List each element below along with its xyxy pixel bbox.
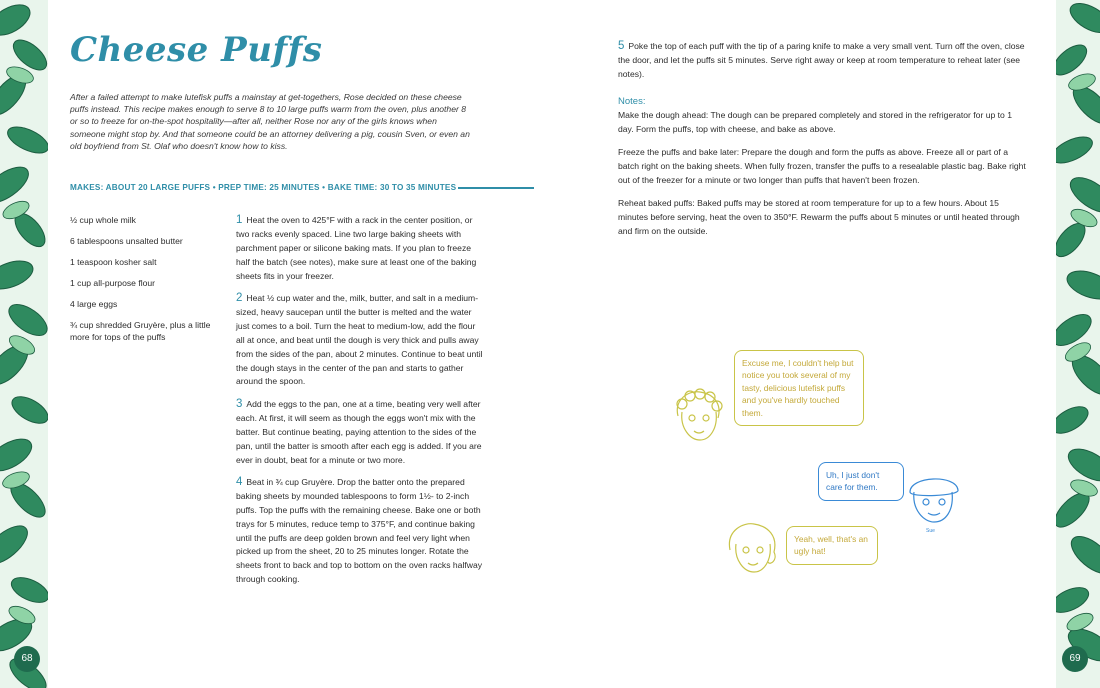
method-step: [618, 40, 1026, 82]
ingredient-item: 1 cup all-purpose flour: [70, 278, 156, 288]
page-number-left: 68: [14, 646, 40, 672]
method-step: [236, 214, 486, 284]
right-page-text: [618, 40, 1026, 248]
recipe-title: Cheese Puffs: [70, 30, 323, 70]
speech-bubble-retort: Yeah, well, that's an ugly hat!: [786, 526, 878, 565]
ingredient-item: ½ cup whole milk: [70, 215, 136, 225]
hat-face-illustration: [904, 470, 964, 526]
notes-heading: Notes:: [618, 95, 646, 107]
step-text: Poke the top of each puff with the tip of a paring knife to make a very small vent. Turn off the oven, close the door, and let the puffs sit 5 minutes. Serve right away or keep at room temperature to reheat later (see notes).: [618, 41, 1025, 79]
speech-bubble-response: Uh, I just don't care for them.: [818, 462, 904, 501]
step-text: Beat in ¾ cup Gruyère. Drop the batter onto the prepared baking sheets by mounded tablespoons to form 1½- to 2-inch puffs. Top the puffs with the remaining cheese. Bake one or both trays for 5 minutes, reduce temp to 375°F, and continue baking until the puffs are deep golden brown and feel very light when picked up from the sheet, 20 to 25 minutes longer. Rotate the sheets front to back and top to bottom on the oven racks halfway through cooking.: [236, 476, 483, 585]
step-number: 1: [236, 214, 243, 226]
recipe-meta: [70, 183, 534, 192]
step-text: Heat ½ cup water and the, milk, butter, and salt in a medium-sized, heavy saucepan until the butter is melted and the water just comes to a boil. Turn the heat to medium-low, add the flour all at once, and beat until the dough is very thick and pulls away from the sides of the pan, about 2 minutes. Continue to beat until the dough stays in the center of the pan and starts to gather around the spoon.: [236, 293, 483, 387]
prep-time-label: PREP TIME: 25 MINUTES: [218, 183, 320, 192]
woman-face-illustration: [724, 520, 782, 576]
step-number: 2: [236, 292, 243, 305]
left-leaf-border: [0, 0, 48, 688]
note-item: Reheat baked puffs: Baked puffs may be stored at room temperature for up to a few hours. About 15 minutes before serving, heat the oven to 350°F. Rewarm the puffs about 5 minutes or until heated through and firm on the outside.: [618, 198, 1020, 237]
rose-face-illustration: [670, 388, 728, 444]
step-number: 3: [236, 397, 243, 410]
meta-rule: [458, 187, 534, 189]
character-name-caption: Sue: [926, 528, 935, 534]
makes-label: MAKES: ABOUT 20 LARGE PUFFS: [70, 183, 211, 192]
page-number-right: 69: [1062, 646, 1088, 672]
method-steps: [236, 214, 486, 596]
ingredient-item: ¾ cup shredded Gruyère, plus a little more for tops of the puffs: [70, 320, 211, 342]
step-number: 4: [236, 475, 243, 488]
meta-separator: •: [212, 183, 216, 192]
method-step: [236, 398, 486, 468]
ingredient-item: 6 tablespoons unsalted butter: [70, 236, 183, 246]
note-item: Make the dough ahead: The dough can be prepared completely and stored in the refrigerator for up to 1 day. Form the puffs, top with cheese, and bake as above.: [618, 109, 1012, 134]
meta-separator: •: [322, 183, 326, 192]
note-item: Freeze the puffs and bake later: Prepare the dough and form the puffs as above. Freeze all or part of a batch right on the baking sheets. When fully frozen, transfer the puffs to a resealable plastic bag. Bake right out of the freezer for a minute or two longer than puffs that haven't been frozen.: [618, 147, 1026, 185]
step-number: 5: [618, 40, 625, 52]
ingredient-item: 1 teaspoon kosher salt: [70, 257, 157, 267]
ingredient-item: 4 large eggs: [70, 299, 118, 309]
speech-bubble-rose: Excuse me, I couldn't help but notice you took several of my tasty, delicious lutefisk puffs and you've hardly touched them.: [734, 350, 864, 426]
step-text: Heat the oven to 425°F with a rack in the center position, or two racks evenly spaced. Line two large baking sheets with parchment paper or silicone baking mats. If you plan to freeze half the batch (see notes), make sure at least one of the baking sheets fits in your freezer.: [236, 215, 477, 281]
method-step: [236, 476, 486, 587]
right-leaf-border: [1056, 0, 1100, 688]
step-text: Add the eggs to the pan, one at a time, beating very well after each. At first, it will seem as though the eggs won't mix with the batter. But continue beating, paying attention to the sides of the pan, until the batter is smooth after each egg is added. If you are ever in doubt, beat for a minute or two more.: [236, 398, 482, 465]
method-step: [236, 292, 486, 389]
recipe-intro: After a failed attempt to make lutefisk puffs a mainstay at get-togethers, Rose decided on these cheese puffs instead. This recipe makes enough to serve 8 to 10 large puffs warm from the oven, plus another 8 or so to freeze for on-the-spot hospitality—after all, neither Rose nor any of the girls knows when someone might stop by. And that someone could be an attorney delivering a pig, cousin Sven, or even an old boyfriend from St. Olaf who doesn't know how to kiss.: [70, 92, 470, 151]
bake-time-label: BAKE TIME: 30 TO 35 MINUTES: [327, 183, 457, 192]
ingredient-list: [70, 214, 220, 352]
